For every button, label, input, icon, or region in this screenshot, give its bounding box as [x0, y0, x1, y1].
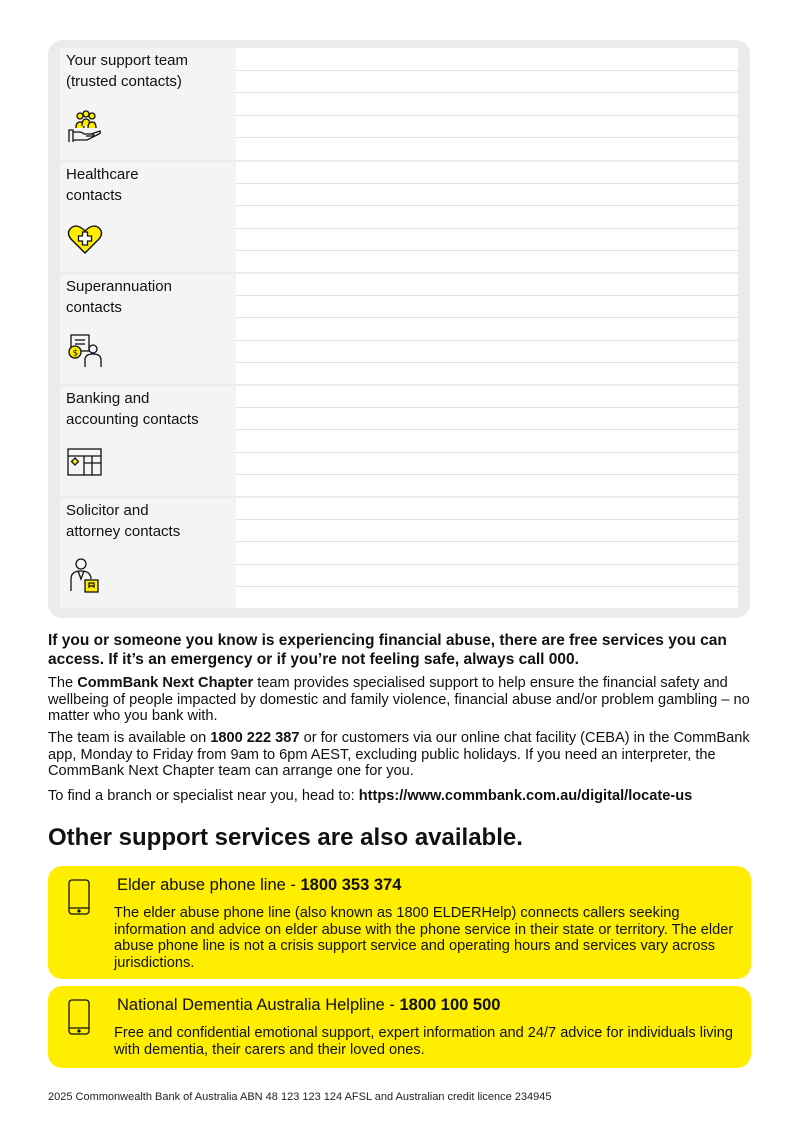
contact-section-healthcare	[60, 160, 738, 272]
superannuation-icon	[66, 332, 104, 370]
banking-icon	[66, 444, 104, 482]
contact-label	[60, 498, 236, 608]
write-in-lines[interactable]	[236, 162, 738, 272]
service-dementia-helpline	[48, 986, 751, 1068]
footer-legal: 2025 Commonwealth Bank of Australia ABN 48 123 123 124 AFSL and Australian credit licence 234945	[48, 1091, 552, 1103]
service-title: Elder abuse phone line - 1800 353 374	[117, 876, 402, 894]
next-chapter-name: CommBank Next Chapter	[77, 675, 254, 691]
contact-subtitle: (trusted contacts)	[66, 73, 182, 90]
service-phone-number[interactable]: 1800 100 500	[399, 996, 501, 1014]
availability-paragraph: The team is available on 1800 222 387 or for customers via our online chat facility (CEBA) in the CommBank app, Monday to Friday from 9am to 6pm AEST, excluding public holidays. If you need an interpreter, the CommBank Next Chapter team can arrange one for you.	[48, 730, 750, 779]
contact-title: Solicitor and	[66, 502, 149, 519]
service-title: National Dementia Australia Helpline - 1800 100 500	[117, 996, 501, 1014]
write-in-lines[interactable]	[236, 498, 738, 608]
contact-subtitle: accounting contacts	[66, 411, 199, 428]
service-description: Free and confidential emotional support, expert information and 24/7 advice for individuals living with dementia, their carers and their loved ones.	[114, 1025, 733, 1058]
phone-icon	[67, 878, 91, 918]
service-description: The elder abuse phone line (also known as 1800 ELDERHelp) connects callers seeking information and advice on elder abuse with the phone service in their state or territory. The elder abuse phone line is not a crisis support service and operating hours and services vary across jurisdictions.	[114, 905, 734, 971]
locate-us-link[interactable]: https://www.commbank.com.au/digital/locate-us	[358, 788, 693, 804]
service-elder-abuse	[48, 866, 751, 979]
locate-paragraph: To find a branch or specialist near you, head to: https://www.commbank.com.au/digital/locate-us	[48, 788, 693, 804]
service-phone-number[interactable]: 1800 353 374	[300, 876, 402, 894]
contact-label	[60, 162, 236, 272]
heart-plus-icon	[66, 220, 104, 258]
contact-title: Your support team	[66, 52, 189, 69]
emergency-statement: If you or someone you know is experiencing financial abuse, there are free services you can access. If it’s an emergency or if you’re not feeling safe, always call 000.	[48, 632, 727, 668]
phone-icon	[67, 998, 91, 1038]
contact-label	[60, 48, 236, 160]
contact-label	[60, 274, 236, 384]
write-in-lines[interactable]	[236, 274, 738, 384]
contact-subtitle: contacts	[66, 187, 122, 204]
contact-section-superannuation	[60, 272, 738, 384]
contact-label	[60, 386, 236, 496]
contact-section-banking	[60, 384, 738, 496]
contact-section-support-team	[60, 48, 738, 160]
contact-subtitle: contacts	[66, 299, 122, 316]
contact-title: Superannuation	[66, 278, 172, 295]
next-chapter-phone[interactable]: 1800 222 387	[210, 730, 300, 746]
write-in-lines[interactable]	[236, 386, 738, 496]
solicitor-icon	[66, 556, 104, 594]
write-in-lines[interactable]	[236, 48, 738, 160]
contact-section-solicitor	[60, 496, 738, 608]
contact-title: Banking and	[66, 390, 150, 407]
contact-title: Healthcare	[66, 166, 139, 183]
contacts-card	[48, 40, 750, 618]
support-team-icon	[66, 108, 104, 146]
svg-text:$: $	[72, 348, 79, 359]
next-chapter-paragraph: The CommBank Next Chapter team provides specialised support to help ensure the financial safety and wellbeing of people impacted by domestic and family violence, financial abuse and/or problem gambling – no matter who you bank with.	[48, 675, 750, 724]
other-services-heading: Other support services are also available.	[48, 824, 523, 851]
contact-subtitle: attorney contacts	[66, 523, 181, 540]
